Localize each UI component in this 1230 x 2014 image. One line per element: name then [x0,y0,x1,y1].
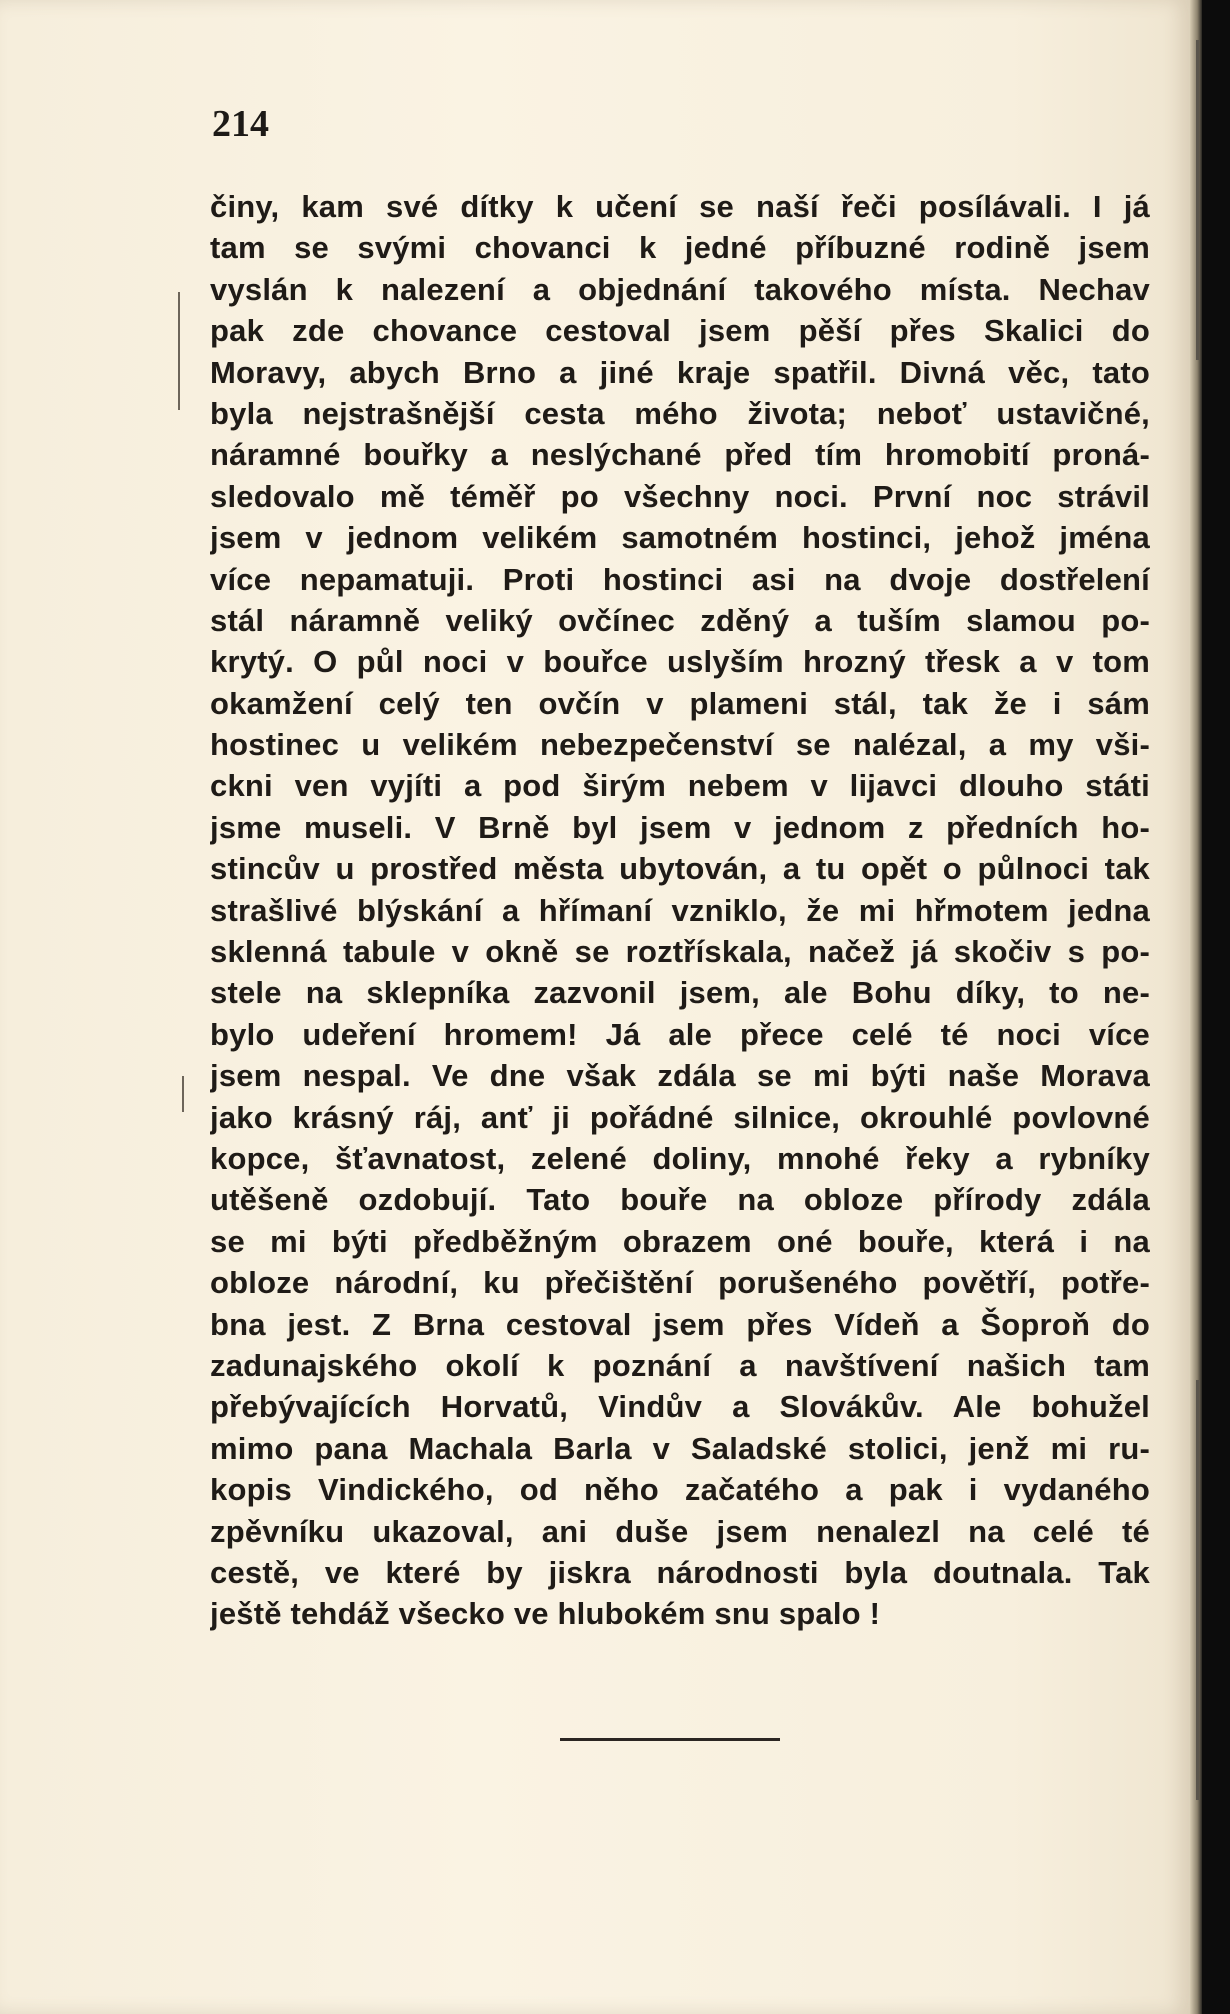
closing-rule [560,1738,780,1741]
margin-pencil-mark [178,292,180,410]
text-line: Moravy, abych Brno a jiné kraje spatřil. Divná věc, tato [210,354,1150,390]
text-line: zadunajského okolí k poznání a navštívení našich tam [210,1347,1150,1383]
text-line: jsem nespal. Ve dne však zdála se mi býti naše Morava [210,1058,1150,1094]
text-line: činy, kam své dítky k učení se naší řeči posílávali. I já [210,189,1150,224]
text-line: ckni ven vyjíti a pod širým nebem v lijavci dlouho státi [210,768,1150,804]
text-line: náramné bouřky a neslýchané před tím hromobití proná- [210,437,1150,473]
text-line: okamžení celý ten ovčín v plameni stál, tak že i sám [210,685,1150,721]
text-line: stál náramně veliký ovčínec zděný a tuším slamou po- [210,602,1150,638]
text-line: hostinec u velikém nebezpečenství se nalézal, a my vši- [210,727,1150,763]
text-line: kopis Vindického, od něho začatého a pak i vydaného [210,1472,1150,1508]
text-line: bylo udeření hromem! Já ale přece celé té noci více [210,1016,1150,1052]
text-line: stele na sklepníka zazvonil jsem, ale Bohu díky, to ne- [210,975,1150,1011]
text-line: mimo pana Machala Barla v Saladské stolici, jenž mi ru- [210,1430,1150,1466]
text-line: stincův u prostřed města ubytován, a tu opět o půlnoci tak [210,851,1150,887]
text-line: jsme museli. V Brně byl jsem v jednom z předních ho- [210,809,1150,845]
text-line: sklenná tabule v okně se roztřískala, načež já skočiv s po- [210,934,1150,970]
text-line: kopce, šťavnatost, zelené doliny, mnohé řeky a rybníky [210,1140,1150,1176]
text-line: se mi býti předběžným obrazem oné bouře, která i na [210,1223,1150,1259]
gutter-mark [1196,1380,1199,1800]
text-line: tam se svými chovanci k jedné příbuzné rodině jsem [210,230,1150,266]
text-line: jsem v jednom velikém samotném hostinci, jehož jména [210,520,1150,556]
text-line: jako krásný ráj, anť ji pořádné silnice, okrouhlé povlovné [210,1099,1150,1135]
text-line: utěšeně ozdobují. Tato bouře na obloze přírody zdála [210,1182,1150,1218]
text-line: strašlivé blýskání a hřímaní vzniklo, že mi hřmotem jedna [210,892,1150,928]
text-line: byla nejstrašnější cesta mého života; neboť ustavičné, [210,395,1150,431]
margin-pencil-mark [182,1076,184,1112]
text-line: sledovalo mě téměř po všechny noci. První noc strávil [210,478,1150,514]
text-line: zpěvníku ukazoval, ani duše jsem nenalezl na celé té [210,1513,1150,1549]
gutter-mark [1196,40,1199,360]
text-line: obloze národní, ku přečištění porušeného povětří, potře- [210,1265,1150,1301]
body-text [210,186,1150,1635]
text-line: krytý. O půl noci v bouřce uslyším hrozný třesk a v tom [210,644,1150,680]
text-line: pak zde chovance cestoval jsem pěší přes Skalici do [210,313,1150,349]
page-number: 214 [212,103,269,145]
text-line: přebývajících Horvatů, Vindův a Slovákův. Ale bohužel [210,1389,1150,1425]
text-line: vyslán k nalezení a objednání takového místa. Nechav [210,271,1150,307]
text-line: cestě, ve které by jiskra národnosti byla doutnala. Tak [210,1554,1150,1590]
text-line: bna jest. Z Brna cestoval jsem přes Vídeň a Šoproň do [210,1306,1150,1342]
text-line: ještě tehdáž všecko ve hlubokém snu spalo ! [210,1596,881,1632]
text-line: více nepamatuji. Proti hostinci asi na dvoje dostřelení [210,561,1150,597]
